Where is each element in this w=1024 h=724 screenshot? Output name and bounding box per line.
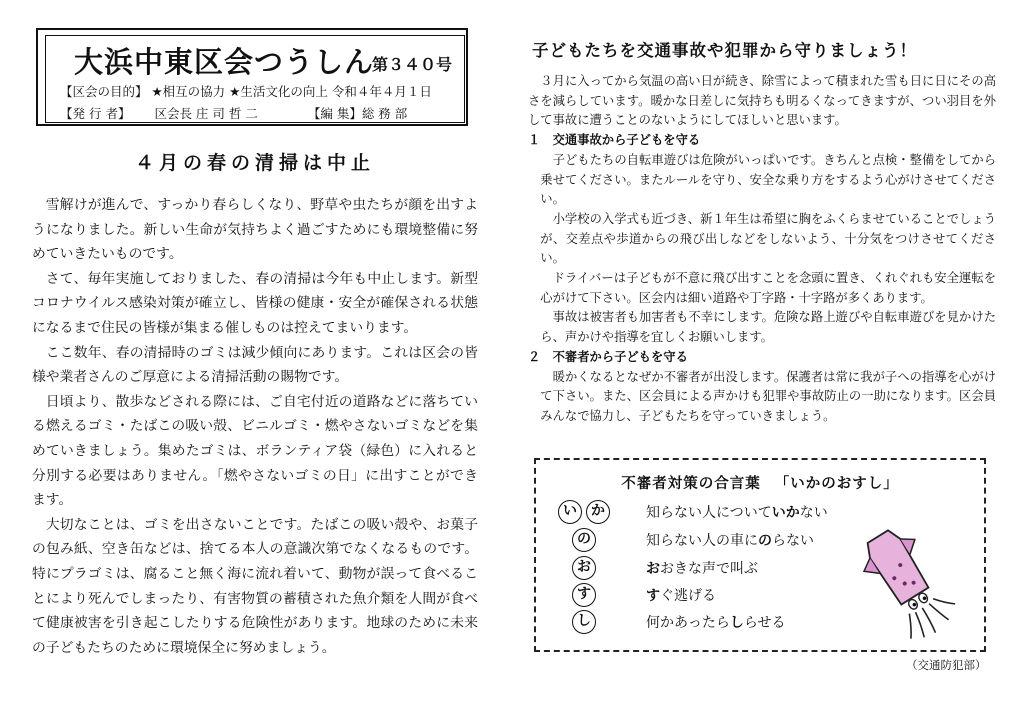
safety-intro: ３月に入ってから気温の高い日が続き、除雪によって積まれた雪も日に日にその高さを減らしています。暖かな日差しに気持ちも明るくなってきますが、つい羽目を外して事故に遭うことのないようにしてほしいと思います。 [528,74,996,128]
cleanup-paragraph: さて、毎年実施しておりました、春の清掃は今年も中止します。新型コロナウイルス感染対策が確立し、皆様の健康・安全が確保される状態になるまで住民の皆様が集まる催しものは控えてまいります。 [32,270,478,336]
slogan-credit: （交通防犯部） [906,658,987,672]
section2-paragraph: 暖かくなるとなぜか不審者が出没します。保護者は常に我が子への指導を心がけて下さい。また、区会員による声かけも犯罪や事故防止の一助になります。区会員みんなで協力し、子どもたちを守っていきましょう。 [540,369,996,423]
editor-label: 【編 集】総 務 部 [307,106,408,121]
section1-title: １ 交通事故から子どもを守る [528,133,701,148]
president-name: 区会長 庄 司 哲 二 [154,106,258,121]
slogan-row-text: すぐ逃げる [646,588,716,604]
cleanup-paragraph: 大切なことは、ゴミを出さないことです。たばこの吸い殻や、お菓子の包み紙、空き缶などは、捨てる本人の意識次第でなくなるものです。特にプラゴミは、腐ること無く海に流れ着いて、動物が誤って食べることにより死んでしまったり、有害物質の蓄積された魚介類を人間が食べて健康被害を引き起こしたりする危険性があります。地球のために未来の子どもたちのために環境保全に努めましょう。 [32,516,478,656]
cleanup-article [32,193,478,660]
slogan-row-o [558,556,848,582]
publisher-label: 【発 行 者】 [60,106,131,121]
safety-heading: 子どもたちを交通事故や犯罪から守りましょう！ [532,41,917,60]
cleanup-heading: ４月の春の清掃は中止 [134,152,375,174]
cleanup-paragraph: 雪解けが進んで、すっかり春らしくなり、野草や虫たちが顔を出すようになりました。新しい生命が気持ちよく過ごすためにも環境整備に努めていきたいものです。 [32,197,478,263]
cleanup-paragraph: 日頃より、散歩などされる際には、ご自宅付近の道路などに落ちている燃えるゴミ・たばこの吸い殻、ビニルゴミ・燃やさないゴミなどを集めていきましょう。集めたゴミは、ボランティア袋（緑色）に入れると分別する必要はありません。「燃やさないゴミの日」に出すことができます。 [32,393,478,509]
slogan-title [536,472,984,493]
slogan-title-label: 不審者対策の合言葉 [621,476,761,492]
slogan-row-text: 知らない人の車にのらない [646,533,814,549]
circled-char: い [558,500,582,524]
issue-number: 第３４０号 [372,55,453,74]
safety-article [528,72,996,427]
circled-char: か [586,500,610,524]
slogan-box [534,458,986,652]
section1-paragraph: ドライバーは子どもが不意に飛び出すことを念頭に置き、くれぐれも安全運転を心がけて下さい。区会内は細い道路や丁字路・十字路が多くあります。 [540,271,996,305]
slogan-row-shi [558,610,848,636]
section2-title: ２ 不審者から子どもを守る [528,349,688,364]
slogan-row-text: 知らない人についていかない [646,505,828,521]
slogan-row-no [558,528,848,554]
section1-paragraph: 事故は被害者も加害者も不幸にします。危険な路上遊びや自転車遊びを見かけたら、声かけや指導を宜しくお願いします。 [540,310,996,345]
circled-char: し [572,610,596,634]
squid-icon [848,520,968,650]
slogan-row-text: おおきな声で叫ぶ [646,561,758,577]
slogan-quote: 「いかのおすし」 [774,476,899,492]
circled-char: す [572,583,596,607]
purpose-line: 【区会の目的】 ★相互の協力 ★生活文化の向上 令和４年４月１日 [60,84,432,99]
publisher-line [60,104,407,122]
slogan-row-su [558,583,848,609]
masthead [36,28,468,126]
circled-char: お [572,556,596,580]
section1-paragraph: 子どもたちの自転車遊びは危険がいっぱいです。きちんと点検・整備をしてから乗せてください。またルールを守り、安全な乗り方をするよう心がけさせてください。 [540,152,996,207]
newsletter-title: 大浜中東区会つうしん [74,45,375,79]
section1-paragraph: 小学校の入学式も近づき、新１年生は希望に胸をふくらませていることでしょうが、交差点や歩道からの飛び出しなどをしないよう、十分気をつけさせてください。 [540,211,996,266]
slogan-row-ika [558,500,848,526]
circled-char: の [572,528,596,552]
cleanup-paragraph: ここ数年、春の清掃時のゴミは減少傾向にあります。これは区会の皆様や業者さんのご厚意による清掃活動の賜物です。 [32,344,478,386]
slogan-row-text: 何かあったらしらせる [646,615,786,631]
